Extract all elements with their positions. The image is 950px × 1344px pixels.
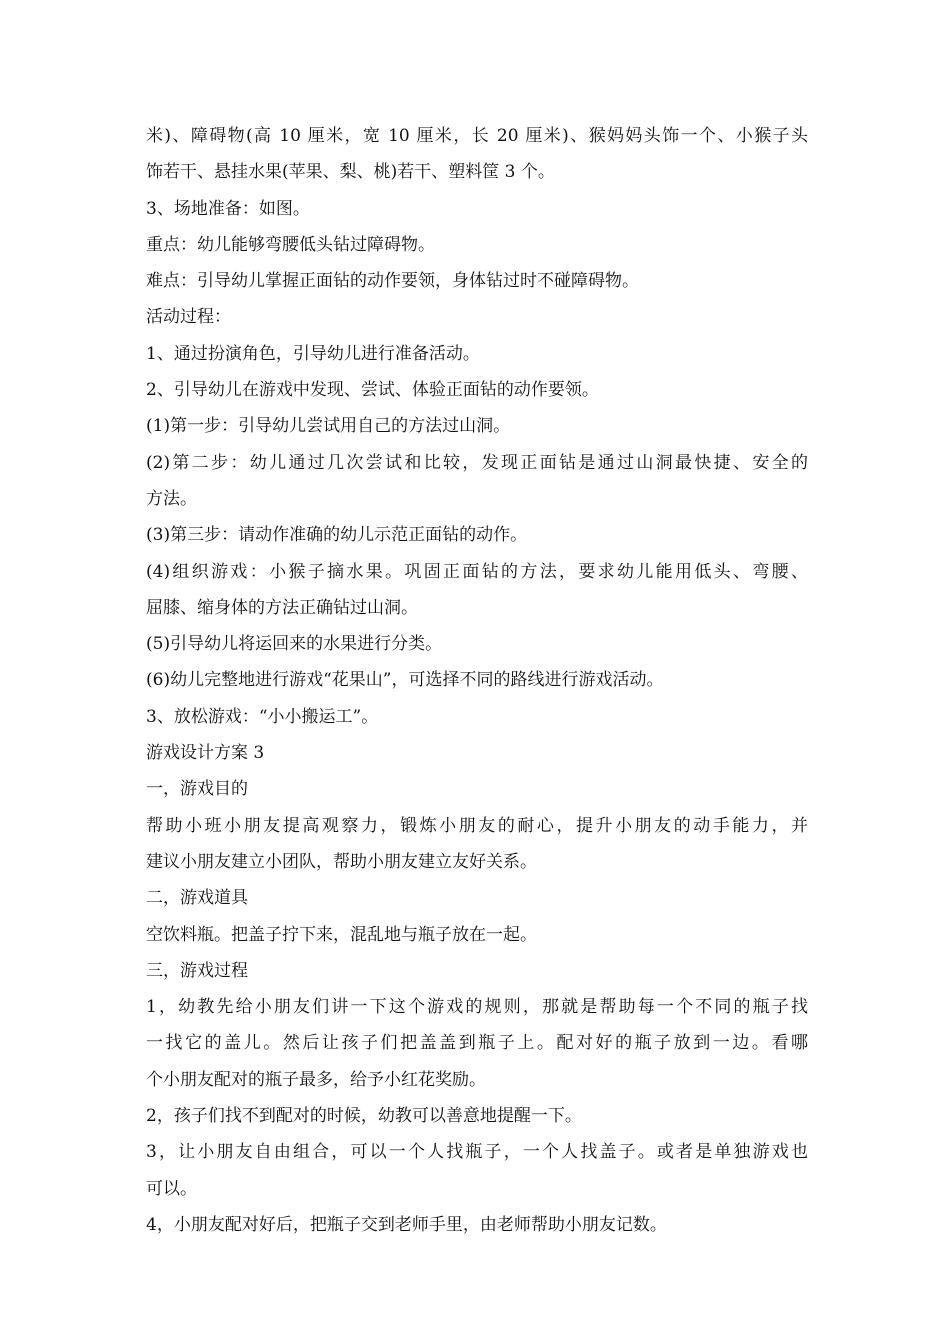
text-line: 3，让小朋友自由组合，可以一个人找瓶子，一个人找盖子。或者是单独游戏也 [146,1142,808,1163]
text-line: (4)组织游戏：小猴子摘水果。巩固正面钻的方法，要求幼儿能用低头、弯腰、 [146,561,808,582]
text-line: 米)、障碍物(高 10 厘米，宽 10 厘米，长 20 厘米)、猴妈妈头饰一个、小猴子头 [146,126,808,146]
text-line: 一找它的盖儿。然后让孩子们把盖盖到瓶子上。配对好的瓶子放到一边。看哪 [146,1033,808,1054]
text-line: (1)第一步：引导幼儿尝试用自己的方法过山洞。 [146,416,511,437]
text-line: 4，小朋友配对好后，把瓶子交到老师手里，由老师帮助小朋友记数。 [146,1214,667,1235]
text-line: 屈膝、缩身体的方法正确钻过山洞。 [146,597,418,618]
text-line: 二，游戏道具 [146,888,248,909]
text-line: 重点：幼儿能够弯腰低头钻过障碍物。 [146,234,435,255]
text-line: 2，孩子们找不到配对的时候，幼教可以善意地提醒一下。 [146,1106,582,1127]
text-line: 3、场地准备：如图。 [146,198,310,219]
text-line: 难点：引导幼儿掌握正面钻的动作要领，身体钻过时不碰障碍物。 [146,271,639,292]
text-line: (5)引导幼儿将运回来的水果进行分类。 [146,634,443,655]
text-line: 空饮料瓶。把盖子拧下来，混乱地与瓶子放在一起。 [146,924,537,945]
text-line: 饰若干、悬挂水果(苹果、梨、桃)若干、塑料筐 3 个。 [146,162,555,183]
text-line: 方法。 [146,488,197,509]
text-line: 2、引导幼儿在游戏中发现、尝试、体验正面钻的动作要领。 [146,380,599,401]
text-line: 1，幼教先给小朋友们讲一下这个游戏的规则，那就是帮助每一个不同的瓶子找 [146,997,808,1018]
text-line: 可以。 [146,1178,197,1199]
text-line: 三，游戏过程 [146,960,248,981]
document-body [146,118,808,1243]
text-line: (2)第二步：幼儿通过几次尝试和比较，发现正面钻是通过山洞最快捷、安全的 [146,452,808,473]
text-line: 游戏设计方案 3 [146,743,265,764]
text-line: 一，游戏目的 [146,779,248,800]
text-line: 3、放松游戏：“小小搬运工”。 [146,706,379,727]
text-line: 建议小朋友建立小团队，帮助小朋友建立友好关系。 [146,851,537,872]
text-line: 1、通过扮演角色，引导幼儿进行准备活动。 [146,343,480,364]
text-line: 帮助小班小朋友提高观察力，锻炼小朋友的耐心，提升小朋友的动手能力，并 [146,815,808,836]
text-line: (6)幼儿完整地进行游戏“花果山”，可选择不同的路线进行游戏活动。 [146,670,664,691]
text-line: 个小朋友配对的瓶子最多，给予小红花奖励。 [146,1069,486,1090]
text-line: (3)第三步：请动作准确的幼儿示范正面钻的动作。 [146,525,528,546]
text-line: 活动过程： [146,307,231,328]
